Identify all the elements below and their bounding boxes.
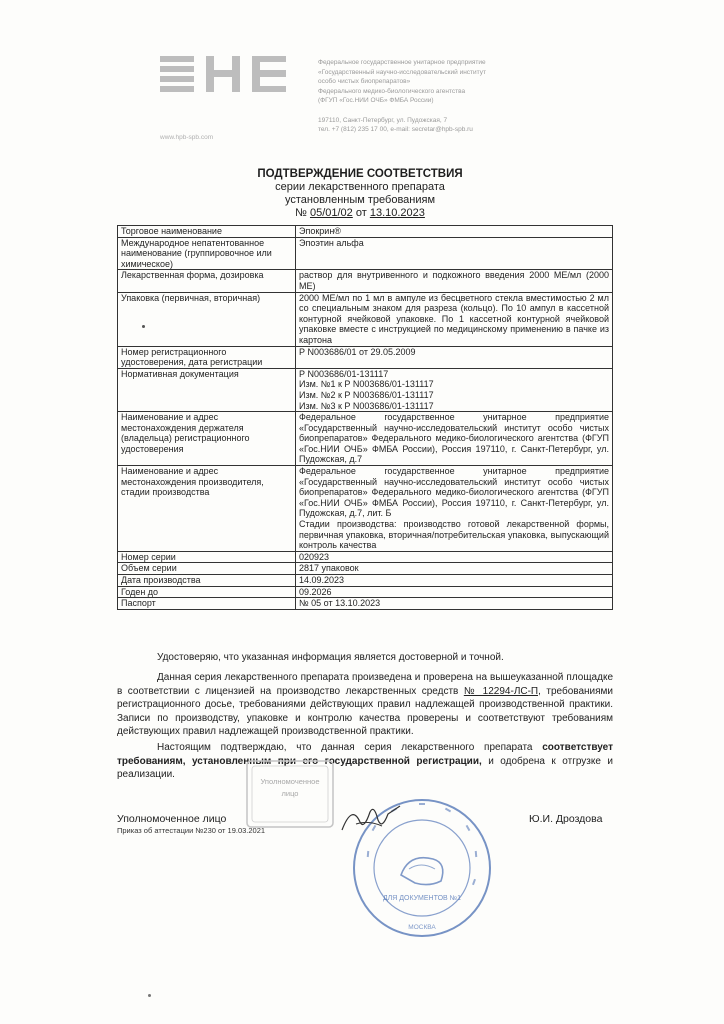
product-info-table	[117, 225, 613, 610]
mark-dot	[148, 994, 151, 997]
document-title	[200, 168, 520, 220]
table-row	[118, 575, 613, 587]
number-value: 05/01/02	[309, 207, 353, 219]
compliance-text-end: и одобрена к отгрузке и реализации.	[117, 755, 613, 780]
subtitle-line: установленным требованиям	[284, 194, 436, 206]
doc-line: Р N003686/01-131117	[299, 368, 389, 379]
table-row	[118, 586, 613, 598]
row-value: 2000 МЕ/мл по 1 мл в ампуле из бесцветного стекла вместимостью 2 мл со специальным знаком для разреза (кольцо). По 10 ампул в кассетной контурной ячейковой упаковке. По 1 кассетной контурной ячейковой упаковке вместе с инструкцией по медицинскому применению в пачке из картона	[296, 292, 613, 346]
title-line: ПОДТВЕРЖДЕНИЕ СООТВЕТСТВИЯ	[257, 168, 463, 180]
doc-line: Изм. №2 к Р N003686/01-131117	[299, 389, 434, 400]
authorized-person-stamp	[244, 758, 336, 830]
svg-text:ДЛЯ ДОКУМЕНТОВ №1: ДЛЯ ДОКУМЕНТОВ №1	[382, 895, 462, 902]
row-label: Упаковка (первичная, вторичная)	[118, 292, 296, 346]
table-row	[118, 292, 613, 346]
row-label: Дата производства	[118, 575, 296, 587]
table-row	[118, 551, 613, 563]
doc-line: Изм. №3 к Р N003686/01-131117	[299, 400, 434, 411]
table-row	[118, 368, 613, 411]
production-stages: Стадии производства: производство готовой лекарственной формы, первичная упаковка, вторичная/потребительская упаковка, выпускающий контроль качества	[299, 519, 609, 551]
row-value: 09.2026	[296, 586, 613, 598]
table-row	[118, 226, 613, 238]
org-line: Федеральное государственное унитарное предприятие	[318, 59, 486, 66]
institute-logo-icon	[160, 52, 300, 98]
row-label: Нормативная документация	[118, 368, 296, 411]
row-label: Номер серии	[118, 551, 296, 563]
compliance-bold: соответствует требованиям, установленным при его государственной регистрации,	[117, 742, 614, 767]
table-row	[118, 270, 613, 292]
row-label: Лекарственная форма, дозировка	[118, 270, 296, 292]
row-value: Федеральное государственное унитарное предприятие «Государственный научно-исследовательский институт особо чистых биопрепаратов» Федерального медико-биологического агентства (ФГУП «Гос.НИИ ОЧБ» ФМБА России), Россия 197110, г. Санкт-Петербург, ул. Пудожская, д.7	[296, 412, 613, 466]
org-line: (ФГУП «Гос.НИИ ОЧБ» ФМБА России)	[318, 97, 434, 104]
org-line: «Государственный научно-исследовательский институт	[318, 68, 486, 76]
row-label: Наименование и адрес местонахождения производителя, стадии производства	[118, 466, 296, 552]
row-value: Р N003686/01 от 29.05.2009	[296, 346, 613, 368]
mark-dot	[142, 325, 145, 328]
table-row	[118, 412, 613, 466]
row-value: Эпокрин®	[296, 226, 613, 238]
signer-name: Ю.И. Дроздова	[529, 813, 603, 825]
row-label: Объем серии	[118, 563, 296, 575]
organization-header	[318, 58, 578, 135]
row-value: № 05 от 13.10.2023	[296, 598, 613, 610]
attestation-order: Приказ об аттестации №230 от 19.03.2021	[117, 826, 266, 835]
row-value: Эпоэтин альфа	[296, 237, 613, 270]
number-prefix: №	[295, 207, 307, 219]
row-label: Торговое наименование	[118, 226, 296, 238]
authorized-person-label: Уполномоченное лицо	[117, 813, 227, 825]
certification-statement: Удостоверяю, что указанная информация является достоверной и точной.	[157, 652, 504, 663]
row-label: Номер регистрационного удостоверения, дата регистрации	[118, 346, 296, 368]
production-statement	[117, 671, 613, 739]
svg-text:Уполномоченное: Уполномоченное	[260, 777, 320, 786]
date-prefix: от	[355, 207, 367, 219]
table-row	[118, 598, 613, 610]
org-line: Федерального медико-биологического агентства	[318, 87, 466, 95]
subtitle-line: серии лекарственного препарата	[275, 181, 445, 193]
date-value: 13.10.2023	[369, 207, 425, 219]
row-label: Годен до	[118, 586, 296, 598]
license-number: № 12294-ЛС-П,	[463, 685, 541, 697]
contact-line: тел. +7 (812) 235 17 00, e-mail: secretar@hpb-spb.ru	[318, 126, 473, 133]
production-text-cont: требованиями регистрационного досье, требованиями действующих правил надлежащей производственной практики. Записи по производству, упаковке и контролю качества проверены и соответствуют требованиям действующих правил надлежащей производственной практики.	[117, 685, 614, 737]
table-row	[118, 346, 613, 368]
row-value: 14.09.2023	[296, 575, 613, 587]
row-value: 020923	[296, 551, 613, 563]
handwritten-signature	[338, 800, 408, 840]
table-row	[118, 563, 613, 575]
row-label: Международное непатентованное наименование (группировочное или химическое)	[118, 237, 296, 270]
manufacturer-text: Федеральное государственное унитарное предприятие «Государственный научно-исследовательский институт особо чистых биопрепаратов» Федерального медико-биологического агентства (ФГУП «Гос.НИИ ОЧБ» ФМБА России), Россия 197110, г. Санкт-Петербург, ул. Пудожская, д.7, лит. Б	[299, 466, 609, 519]
compliance-statement	[117, 741, 613, 782]
org-line: особо чистых биопрепаратов»	[318, 78, 411, 85]
address-line: 197110, Санкт-Петербург, ул. Пудожская, 7	[318, 116, 448, 124]
row-value: раствор для внутривенного и подкожного введения 2000 МЕ/мл (2000 МЕ)	[296, 270, 613, 292]
row-label: Наименование и адрес местонахождения держателя (владельца) регистрационного удостоверения	[118, 412, 296, 466]
row-value	[296, 466, 613, 552]
production-text: Данная серия лекарственного препарата произведена и проверена на вышеуказанной площадке в соответствии с лицензией на производство лекарственных средств	[117, 672, 613, 697]
table-row	[118, 237, 613, 270]
compliance-text: Настоящим подтверждаю, что данная серия лекарственного препарата	[157, 742, 533, 753]
table-row	[118, 466, 613, 552]
row-value: 2817 упаковок	[296, 563, 613, 575]
website-link[interactable]: www.hpb-spb.com	[160, 134, 214, 141]
svg-text:МОСКВА: МОСКВА	[408, 924, 436, 931]
row-value	[296, 368, 613, 411]
svg-text:лицо: лицо	[281, 789, 299, 798]
document-number	[200, 207, 520, 220]
doc-line: Изм. №1 к Р N003686/01-131117	[299, 379, 434, 390]
row-label: Паспорт	[118, 598, 296, 610]
